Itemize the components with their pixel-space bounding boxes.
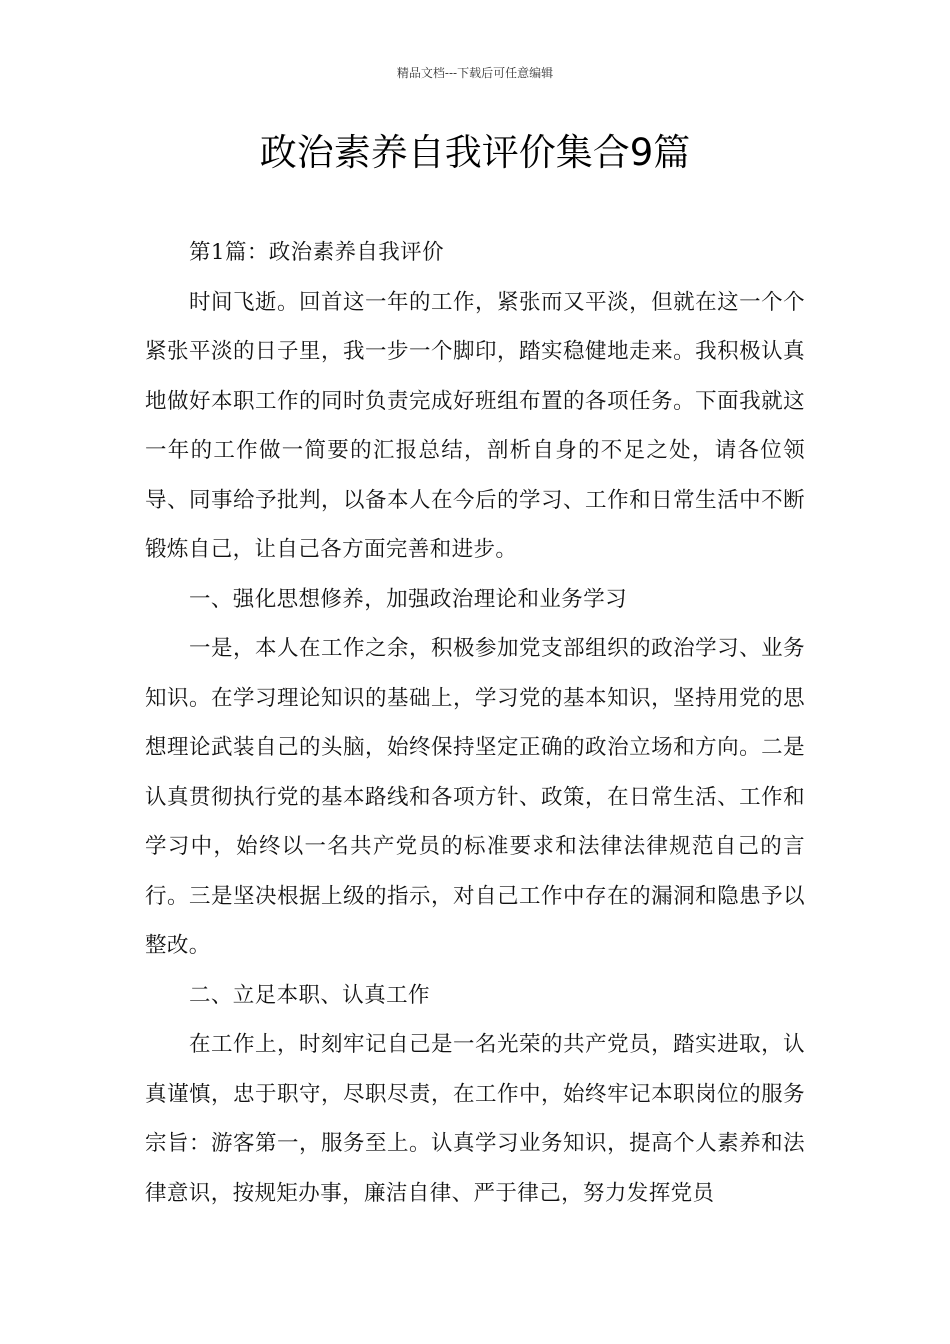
header-note: 精品文档---下载后可任意编辑: [396, 66, 554, 80]
section-heading-article-1: 第1篇：政治素养自我评价: [189, 240, 444, 265]
paragraph-intro: 时间飞逝。回首这一年的工作，紧张而又平淡，但就在这一个个紧张平淡的日子里，我一步一个脚印，踏实稳健地走来。我积极认真地做好本职工作的同时负责完成好班组布置的各项任务。下面我就这一年的工作做一简要的汇报总结，剖析自身的不足之处，请各位领导、同事给予批判，以备本人在今后的学习、工作和日常生活中不断锻炼自己，让自己各方面完善和进步。: [145, 289, 805, 562]
paragraph-work-duty: 在工作上，时刻牢记自己是一名光荣的共产党员，踏实进取，认真谨慎，忠于职守，尽职尽责，在工作中，始终牢记本职岗位的服务宗旨：游客第一，服务至上。认真学习业务知识，提高个人素养和法律意识，按规矩办事，廉洁自律、严于律己，努力发挥党员: [145, 1032, 805, 1206]
document-body: [145, 228, 805, 1218]
paragraph-political-study: 一是，本人在工作之余，积极参加党支部组织的政治学习、业务知识。在学习理论知识的基础上，学习党的基本知识，坚持用党的思想理论武装自己的头脑，始终保持坚定正确的政治立场和方向。二是认真贯彻执行党的基本路线和各项方针、政策，在日常生活、工作和学习中，始终以一名共产党员的标准要求和法律法律规范自己的言行。三是坚决根据上级的指示，对自己工作中存在的漏洞和隐患予以整改。: [145, 636, 805, 958]
section-heading-2: 二、立足本职、认真工作: [189, 982, 430, 1008]
section-heading-1: 一、强化思想修养，加强政治理论和业务学习: [189, 586, 628, 612]
document-title: 政治素养自我评价集合9篇: [259, 131, 691, 174]
